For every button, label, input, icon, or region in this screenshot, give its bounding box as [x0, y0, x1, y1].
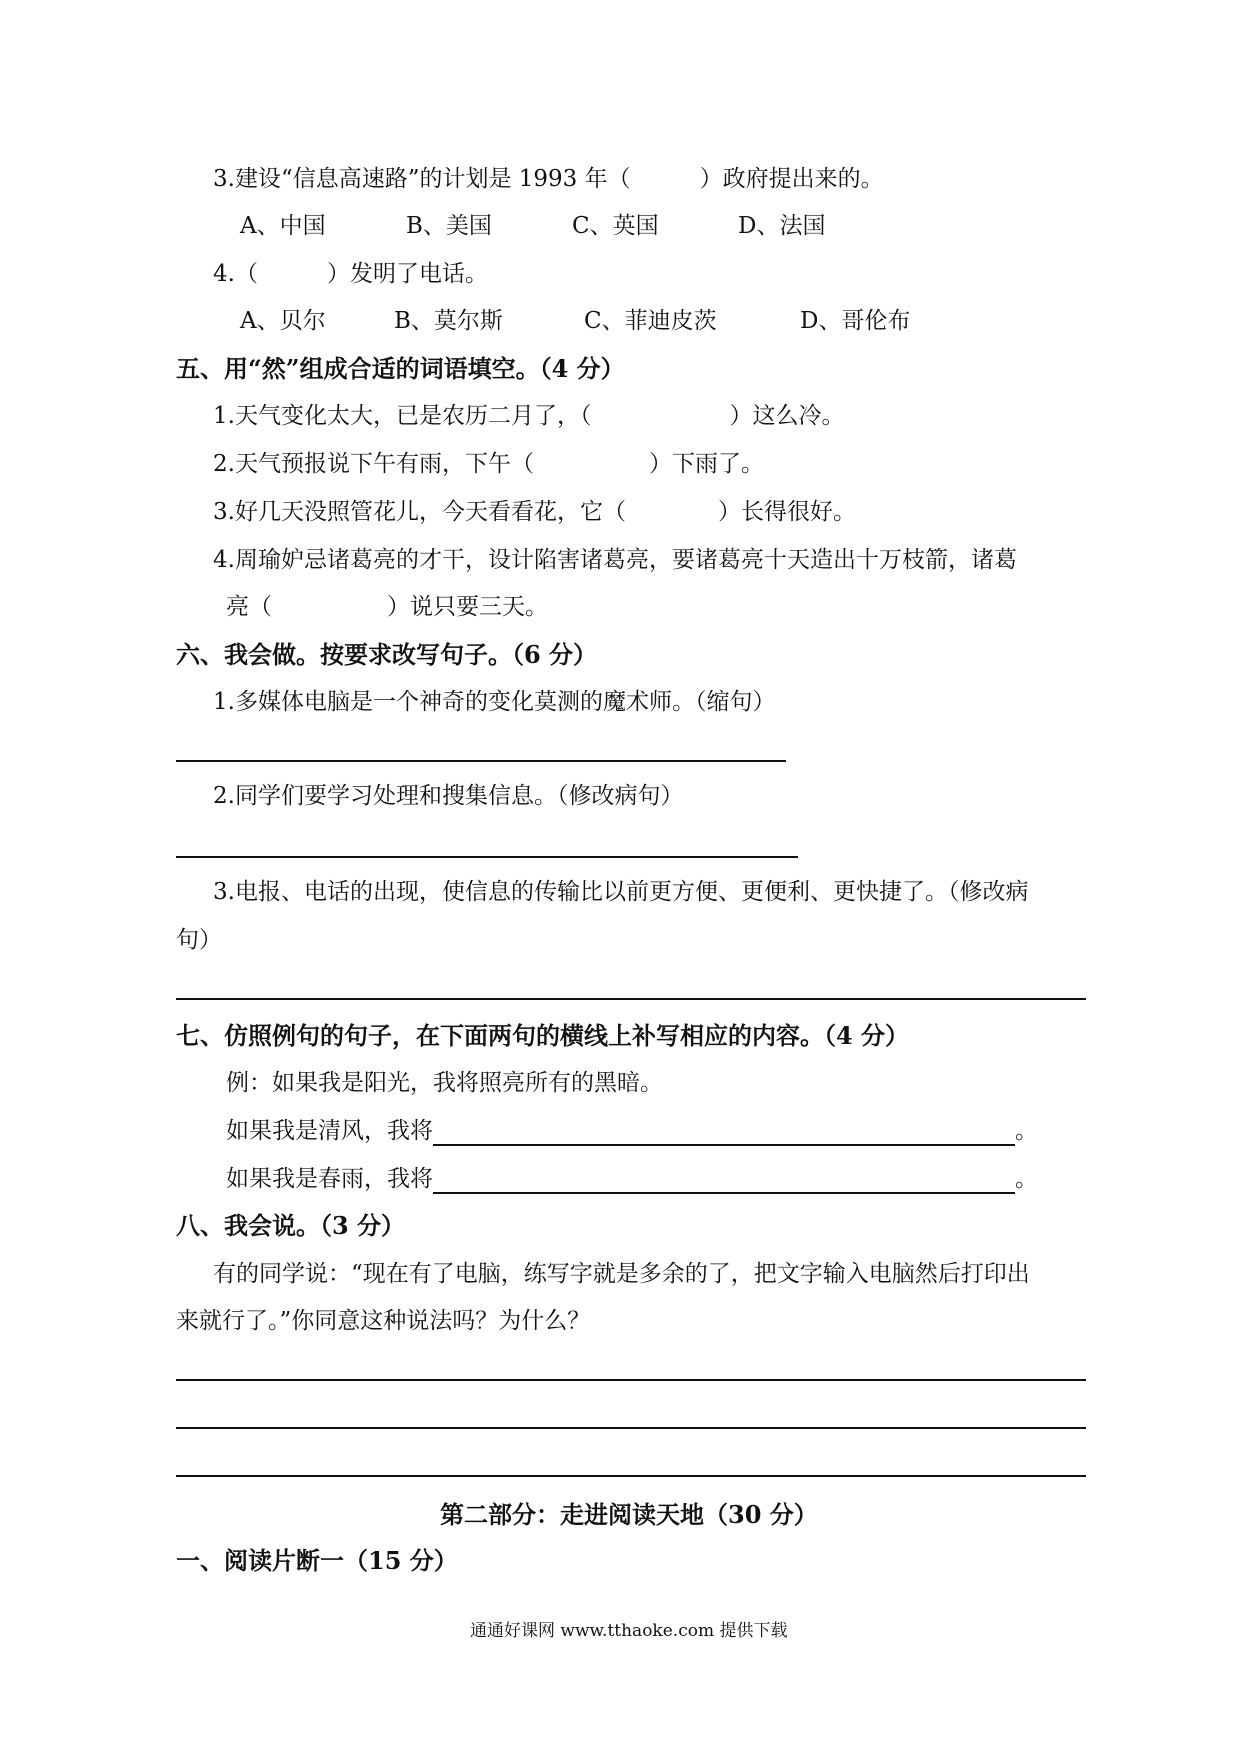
section-8-paragraph-line: 有的同学说：“现在有了电脑，练写字就是多余的了，把文字输入电脑然后打印出 — [213, 1261, 1030, 1287]
part-2-heading: 第二部分：走进阅读天地（30 分） — [440, 1500, 818, 1529]
question-4: 4.（ ）发明了电话。 — [213, 261, 488, 287]
section-6-heading: 六、我会做。按要求改写句子。（6 分） — [176, 640, 598, 669]
answer-line[interactable] — [176, 1379, 1086, 1381]
option-b: B、美国 — [406, 213, 492, 239]
section-8-heading: 八、我会说。（3 分） — [176, 1211, 406, 1240]
period-mark: 。 — [1015, 1118, 1038, 1144]
answer-line[interactable] — [176, 760, 786, 762]
section-5-item: 3.好几天没照管花儿，今天看看花，它（ ）长得很好。 — [213, 499, 856, 525]
option-a: A、中国 — [240, 213, 326, 239]
question-4-options — [240, 306, 910, 336]
section-6-item: 3.电报、电话的出现，使信息的传输比以前更方便、更便利、更快捷了。（修改病 — [213, 879, 1029, 905]
answer-line[interactable] — [176, 1475, 1086, 1477]
answer-blank[interactable] — [433, 1120, 1015, 1146]
option-d: D、法国 — [738, 213, 826, 239]
period-mark: 。 — [1015, 1166, 1038, 1192]
fill-sentence-prefix: 如果我是清风，我将 — [226, 1118, 433, 1144]
section-6-item: 2.同学们要学习处理和搜集信息。（修改病句） — [213, 783, 684, 809]
section-5-heading: 五、用“然”组成合适的词语填空。（4 分） — [176, 354, 625, 383]
option-d: D、哥伦布 — [800, 308, 911, 334]
option-a: A、贝尔 — [240, 308, 326, 334]
section-6-item: 1.多媒体电脑是一个神奇的变化莫测的魔术师。（缩句） — [213, 689, 776, 715]
question-3: 3.建设“信息高速路”的计划是 1993 年（ ）政府提出来的。 — [213, 166, 884, 192]
option-b: B、莫尔斯 — [394, 308, 503, 334]
question-3-options — [240, 211, 825, 241]
section-5-item-continued: 亮（ ）说只要三天。 — [226, 594, 548, 620]
fill-sentence-1 — [226, 1116, 1038, 1146]
answer-line[interactable] — [176, 1427, 1086, 1429]
section-6-item-continued: 句） — [176, 927, 222, 953]
example-sentence: 例：如果我是阳光，我将照亮所有的黑暗。 — [226, 1070, 663, 1096]
reading-section-heading: 一、阅读片断一（15 分） — [176, 1546, 458, 1575]
page-footer: 通通好课网 www.tthaoke.com 提供下载 — [470, 1621, 788, 1641]
section-7-heading: 七、仿照例句的句子，在下面两句的横线上补写相应的内容。（4 分） — [176, 1021, 910, 1050]
answer-line[interactable] — [176, 856, 798, 858]
section-5-item: 2.天气预报说下午有雨，下午（ ）下雨了。 — [213, 451, 764, 477]
option-c: C、菲迪皮茨 — [584, 308, 717, 334]
section-5-item: 4.周瑜妒忌诸葛亮的才干，设计陷害诸葛亮，要诸葛亮十天造出十万枝箭，诸葛 — [213, 547, 1017, 573]
answer-blank[interactable] — [433, 1168, 1015, 1194]
option-c: C、英国 — [572, 213, 659, 239]
answer-line[interactable] — [176, 998, 1086, 1000]
fill-sentence-2 — [226, 1164, 1038, 1194]
section-5-item: 1.天气变化太大，已是农历二月了，（ ）这么冷。 — [213, 403, 845, 429]
fill-sentence-prefix: 如果我是春雨，我将 — [226, 1166, 433, 1192]
section-8-paragraph-line: 来就行了。”你同意这种说法吗？为什么？ — [176, 1308, 591, 1334]
